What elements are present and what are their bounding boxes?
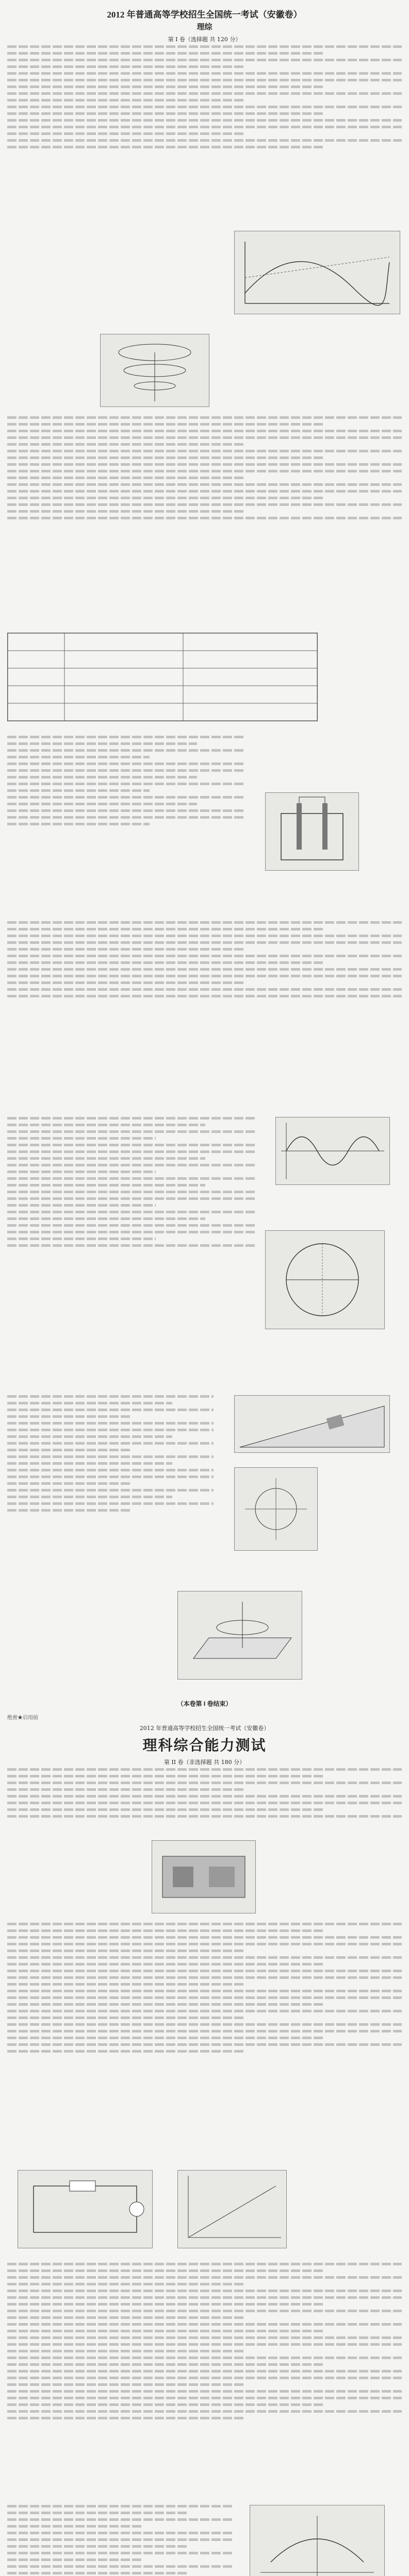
figure-table-box <box>7 633 318 721</box>
confidential-badge: 绝密★启用前 <box>7 1715 38 1721</box>
second-paper-header <box>7 1713 402 1766</box>
figure-incline <box>234 1395 390 1453</box>
figure-electrolysis-cell <box>265 792 359 871</box>
section-title-part2: 第 II 卷（非选择题 共 180 分） <box>163 1759 246 1766</box>
page-title: 2012 年普通高等学校招生全国统一考试（安徽卷） <box>107 10 302 20</box>
figure-wave-graph <box>275 1117 390 1185</box>
section-separator: （本卷第 I 卷结束） <box>177 1700 232 1707</box>
figure-photo-apparatus <box>152 1840 256 1913</box>
figure-disk-plane <box>177 1591 302 1680</box>
figure-magnetic-field <box>250 2505 385 2576</box>
question-block-1 <box>7 45 402 1694</box>
figure-circuit-1 <box>18 2170 153 2248</box>
figure-field-diagram <box>234 1467 318 1551</box>
figure-spring-apparatus <box>100 334 209 407</box>
section-title-part1: 第 I 卷（选择题 共 120 分） <box>168 36 241 43</box>
page-subtitle: 理综 <box>197 23 212 31</box>
figure-graph-1 <box>234 231 400 314</box>
figure-graph-2 <box>177 2170 287 2248</box>
question-block-2 <box>7 1768 402 2576</box>
second-paper-title: 2012 年普通高等学校招生全国统一考试（安徽卷） <box>139 1725 270 1732</box>
second-paper-big-title: 理科综合能力测试 <box>142 1738 267 1754</box>
figure-circular-path <box>265 1230 385 1329</box>
